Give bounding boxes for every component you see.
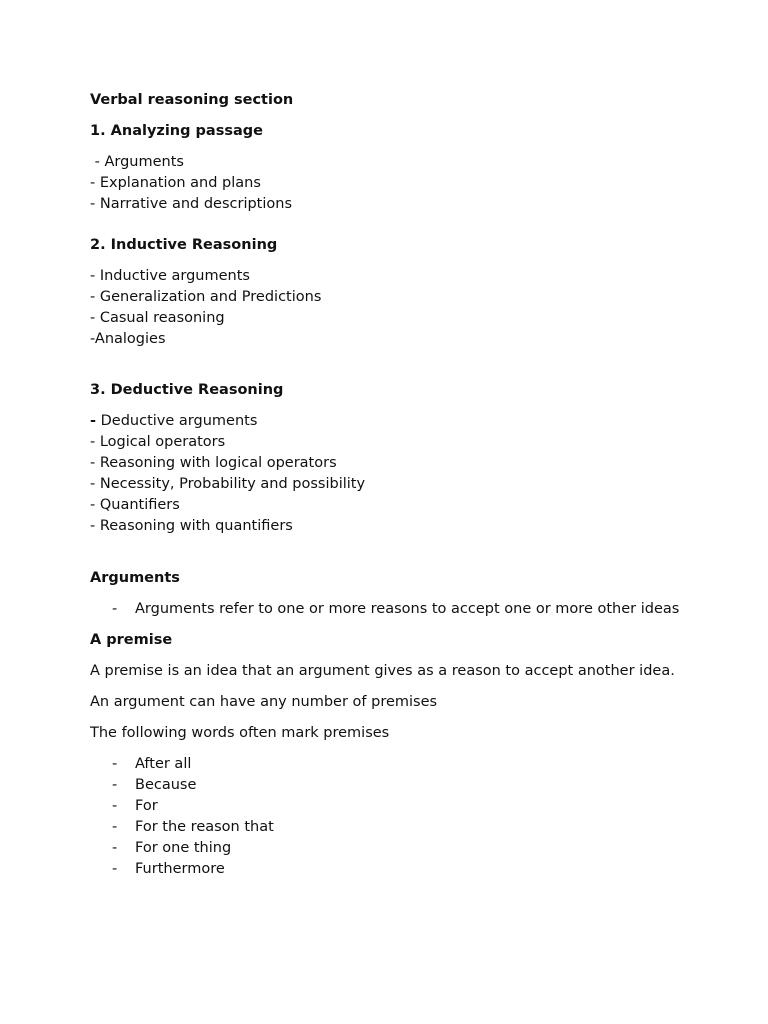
list-item xyxy=(90,796,690,817)
premise-paragraph-count: An argument can have any number of premises xyxy=(90,694,438,710)
list-item: - Logical operators xyxy=(90,434,226,450)
list-item: - Arguments xyxy=(90,154,184,170)
list-item xyxy=(90,775,690,796)
premise-words-list xyxy=(90,754,690,880)
list-item-text: For xyxy=(135,798,158,814)
list-item xyxy=(90,599,690,620)
list-item: - Quantifiers xyxy=(90,497,180,513)
list-item: - Reasoning with logical operators xyxy=(90,455,337,471)
list-item: - Generalization and Predictions xyxy=(90,289,322,305)
list-item xyxy=(90,754,690,775)
list-item: - Necessity, Probability and possibility xyxy=(90,476,366,492)
section-heading-analyzing-passage: 1. Analyzing passage xyxy=(90,123,263,139)
bullet-dash: - xyxy=(112,601,118,617)
section-list-analyzing-passage xyxy=(90,152,690,215)
bullet-dash: - xyxy=(112,756,118,772)
section-list-inductive-reasoning xyxy=(90,266,690,350)
arguments-heading: Arguments xyxy=(90,570,180,586)
bullet-dash: - xyxy=(112,819,118,835)
list-item-text: Because xyxy=(135,777,197,793)
list-item-text: Arguments refer to one or more reasons to accept one or more other ideas xyxy=(135,601,680,617)
list-item xyxy=(90,411,690,432)
premise-heading: A premise xyxy=(90,632,173,648)
list-item: - Reasoning with quantifiers xyxy=(90,518,293,534)
bullet-dash: - xyxy=(112,798,118,814)
section-list-deductive-reasoning xyxy=(90,411,690,537)
list-item-text: For the reason that xyxy=(135,819,274,835)
list-item-text: After all xyxy=(135,756,192,772)
bullet-dash: - xyxy=(112,777,118,793)
list-item xyxy=(90,838,690,859)
list-item xyxy=(90,859,690,880)
list-item-text: Deductive arguments xyxy=(96,413,258,429)
list-item: - Inductive arguments xyxy=(90,268,250,284)
list-item-text: Furthermore xyxy=(135,861,225,877)
premise-paragraph-markers: The following words often mark premises xyxy=(90,725,390,741)
section-heading-inductive-reasoning: 2. Inductive Reasoning xyxy=(90,237,278,253)
list-item: -Analogies xyxy=(90,331,166,347)
list-item: - Casual reasoning xyxy=(90,310,225,326)
list-item xyxy=(90,817,690,838)
document-page xyxy=(90,90,690,880)
arguments-list xyxy=(90,599,690,620)
premise-paragraph-definition: A premise is an idea that an argument gives as a reason to accept another idea. xyxy=(90,663,675,679)
list-item: - Narrative and descriptions xyxy=(90,196,293,212)
section-heading-deductive-reasoning: 3. Deductive Reasoning xyxy=(90,382,284,398)
list-dash: - xyxy=(90,413,97,429)
list-item: - Explanation and plans xyxy=(90,175,261,191)
document-title: Verbal reasoning section xyxy=(90,92,294,108)
bullet-dash: - xyxy=(112,840,118,856)
bullet-dash: - xyxy=(112,861,118,877)
list-item-text: For one thing xyxy=(135,840,232,856)
